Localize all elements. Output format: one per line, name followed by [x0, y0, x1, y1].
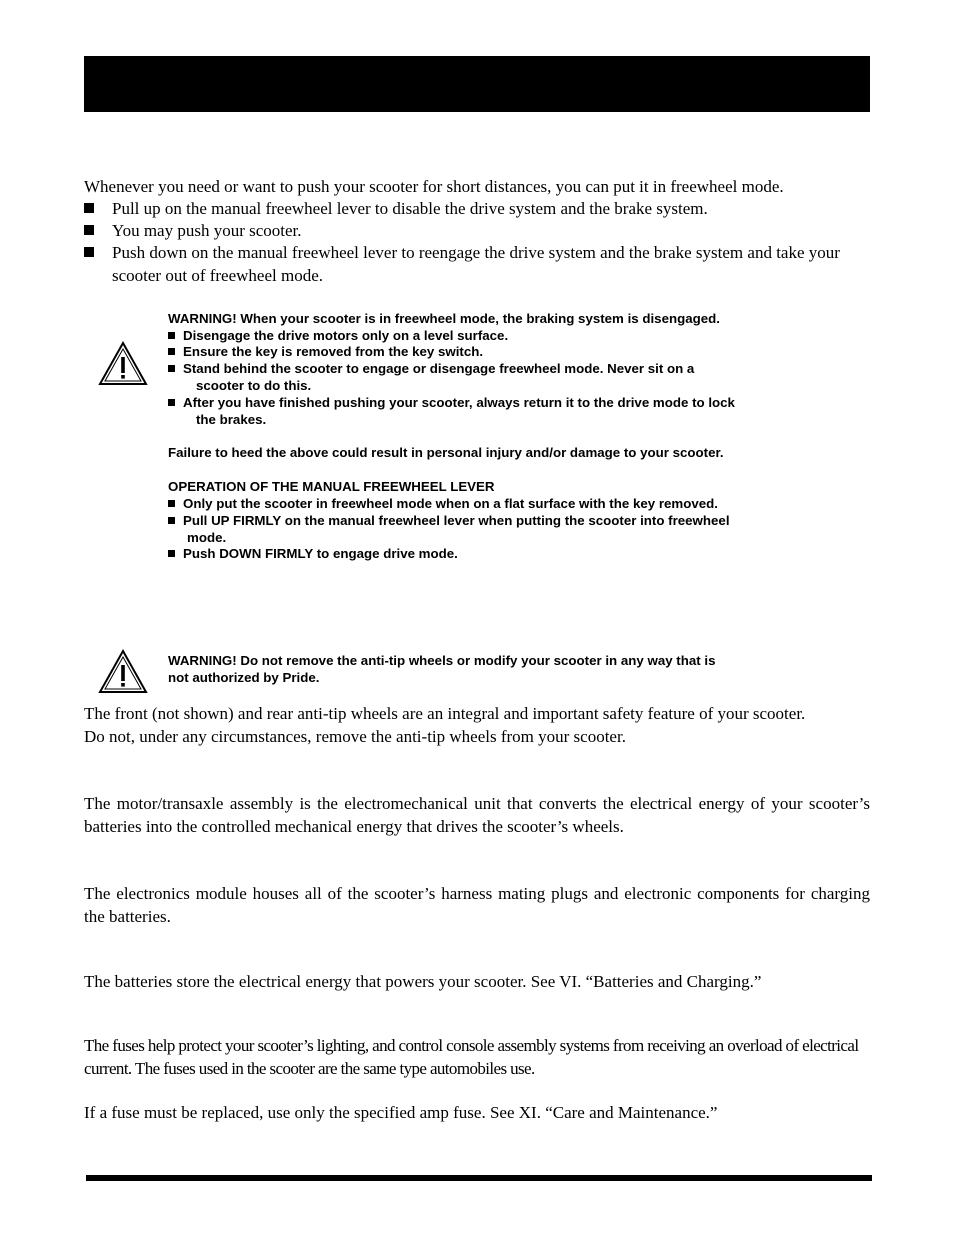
operation-item-continued: mode.	[187, 530, 227, 545]
warning-triangle-icon	[97, 648, 149, 696]
antitip-warning-line: WARNING! Do not remove the anti-tip wheels or modify your scooter in any way that is	[168, 653, 716, 668]
warning-failure-note: Failure to heed the above could result in personal injury and/or damage to your scooter.	[168, 445, 724, 460]
antitip-paragraph-line: The front (not shown) and rear anti-tip wheels are an integral and important safety feature of your scooter.	[84, 704, 806, 723]
section-header-bar	[84, 56, 870, 112]
warning-heading: WARNING! When your scooter is in freewheel mode, the braking system is disengaged.	[168, 311, 720, 326]
bullet-square-icon	[168, 348, 175, 355]
bullet-square-icon	[168, 550, 175, 557]
warning-item: After you have finished pushing your scooter, always return it to the drive mode to lock	[168, 394, 868, 411]
motor-paragraph: The motor/transaxle assembly is the electromechanical unit that converts the electrical energy of your scooter’s batteries into the controlled mechanical energy that drives the scooter’s wheels.	[84, 794, 870, 836]
bullet-square-icon	[168, 500, 175, 507]
electronics-paragraph: The electronics module houses all of the scooter’s harness mating plugs and electronic components for charging the batteries.	[84, 884, 870, 926]
freewheel-step: Pull up on the manual freewheel lever to disable the drive system and the brake system.	[84, 197, 870, 220]
operation-heading: OPERATION OF THE MANUAL FREEWHEEL LEVER	[168, 479, 495, 494]
warning-triangle-icon	[97, 340, 149, 388]
antitip-warning-line: not authorized by Pride.	[168, 670, 320, 685]
operation-item: Push DOWN FIRMLY to engage drive mode.	[168, 545, 868, 562]
operation-item: Only put the scooter in freewheel mode when on a flat surface with the key removed.	[168, 495, 868, 512]
footer-rule	[86, 1175, 872, 1181]
operation-item: Pull UP FIRMLY on the manual freewheel lever when putting the scooter into freewheel	[168, 512, 868, 529]
bullet-square-icon	[168, 399, 175, 406]
warning-item-continued: the brakes.	[196, 412, 267, 427]
bullet-square-icon	[84, 225, 94, 235]
bullet-square-icon	[84, 247, 94, 257]
bullet-square-icon	[168, 517, 175, 524]
bullet-square-icon	[168, 365, 175, 372]
fuse-replace-paragraph: If a fuse must be replaced, use only the specified amp fuse. See XI. “Care and Maintenance.”	[84, 1103, 718, 1122]
freewheel-intro: Whenever you need or want to push your scooter for short distances, you can put it in freewheel mode.	[84, 177, 784, 196]
antitip-paragraph-line: Do not, under any circumstances, remove the anti-tip wheels from your scooter.	[84, 727, 626, 746]
warning-item: Disengage the drive motors only on a level surface.	[168, 327, 868, 344]
warning-item: Stand behind the scooter to engage or disengage freewheel mode. Never sit on a	[168, 360, 868, 377]
freewheel-step: Push down on the manual freewheel lever to reengage the drive system and the brake system and take your scooter out of freewheel mode.	[84, 241, 870, 287]
freewheel-step: You may push your scooter.	[84, 219, 870, 242]
bullet-square-icon	[84, 203, 94, 213]
fuses-paragraph: The fuses help protect your scooter’s lighting, and control console assembly systems from receiving an overload of electrical current. The fuses used in the scooter are the same type automobiles use.	[84, 1036, 859, 1078]
bullet-square-icon	[168, 332, 175, 339]
warning-item: Ensure the key is removed from the key switch.	[168, 343, 868, 360]
batteries-paragraph: The batteries store the electrical energy that powers your scooter. See VI. “Batteries and Charging.”	[84, 972, 762, 991]
warning-item-continued: scooter to do this.	[196, 378, 312, 393]
